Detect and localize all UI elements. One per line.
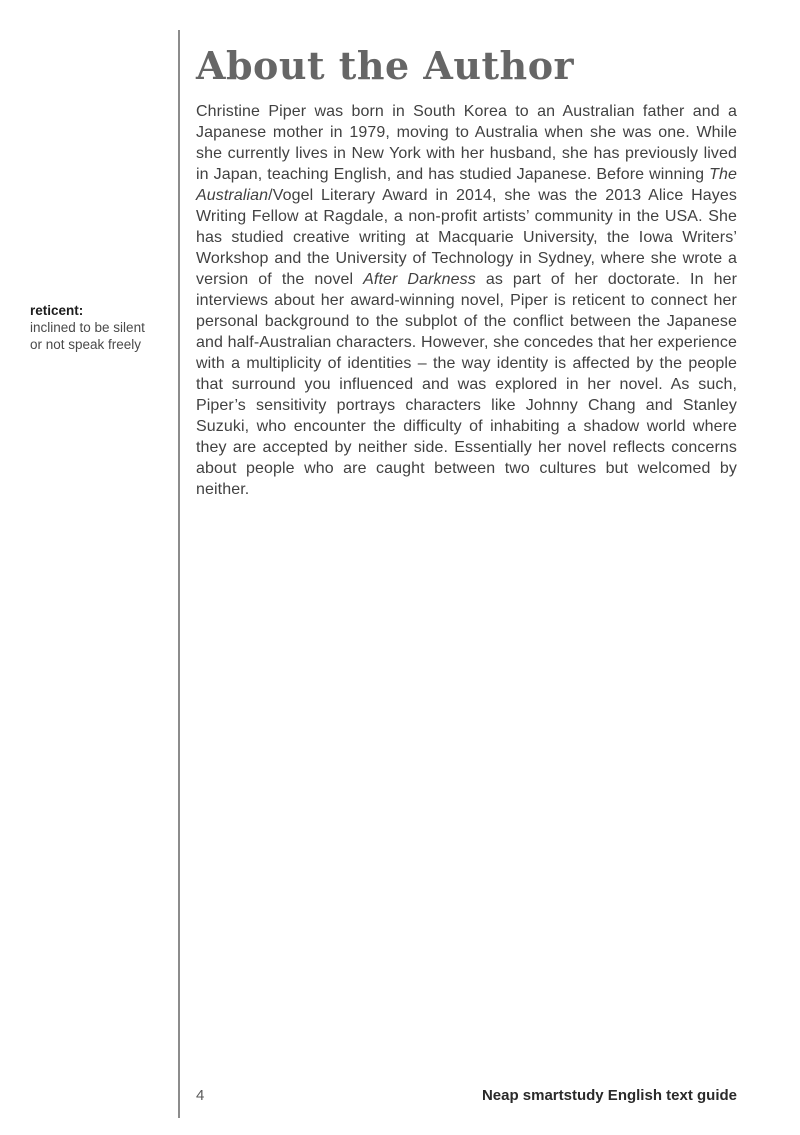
gloss-term: reticent: bbox=[30, 303, 84, 318]
margin-gloss-note bbox=[30, 302, 170, 353]
page-footer bbox=[196, 1087, 737, 1104]
body-text-segment: as part of her doctorate. In her interviews about her award-winning novel, Piper is reticent to connect her personal background to the subplot of the conflict between the Japanese and half-Australian characters. However, she concedes that her experience with a multiplicity of identities – the way identity is affected by the people that surround you influenced and was explored in her novel. As such, Piper’s sensitivity portrays characters like Johnny Chang and Stanley Suzuki, who encounter the difficulty of inhabiting a shadow world where they are accepted by neither side. Essentially her novel reflects concerns about people who are caught between two cultures but welcomed by neither. bbox=[196, 270, 738, 498]
body-text-segment: /Vogel Literary Award in 2014, she was the 2013 Alice Hayes Writing Fellow at Ragdale, a non-profit artists’ community in the USA. She has studied creative writing at Macquarie University, the Iowa Writers’ Workshop and the University of Technology in Sydney, where she wrote a version of the novel bbox=[196, 186, 737, 288]
author-bio-paragraph bbox=[196, 101, 737, 500]
gloss-definition-line-1: inclined to be silent bbox=[30, 320, 145, 335]
margin-divider-rule bbox=[178, 30, 180, 1118]
main-content bbox=[196, 44, 737, 500]
gloss-definition-line-2: or not speak freely bbox=[30, 337, 142, 352]
body-text-italic-title: After Darkness bbox=[363, 270, 476, 288]
footer-guide-title: Neap smartstudy English text guide bbox=[481, 1087, 737, 1104]
page-title: About the Author bbox=[196, 43, 575, 88]
body-text-segment: Christine Piper was born in South Korea to an Australian father and a Japanese mother in 1979, moving to Australia when she was one. While she currently lives in New York with her husband, she has previously lived in Japan, teaching English, and has studied Japanese. Before winning bbox=[196, 102, 737, 183]
body-text-italic-title: The Australian bbox=[196, 165, 737, 204]
page-number: 4 bbox=[196, 1087, 205, 1104]
